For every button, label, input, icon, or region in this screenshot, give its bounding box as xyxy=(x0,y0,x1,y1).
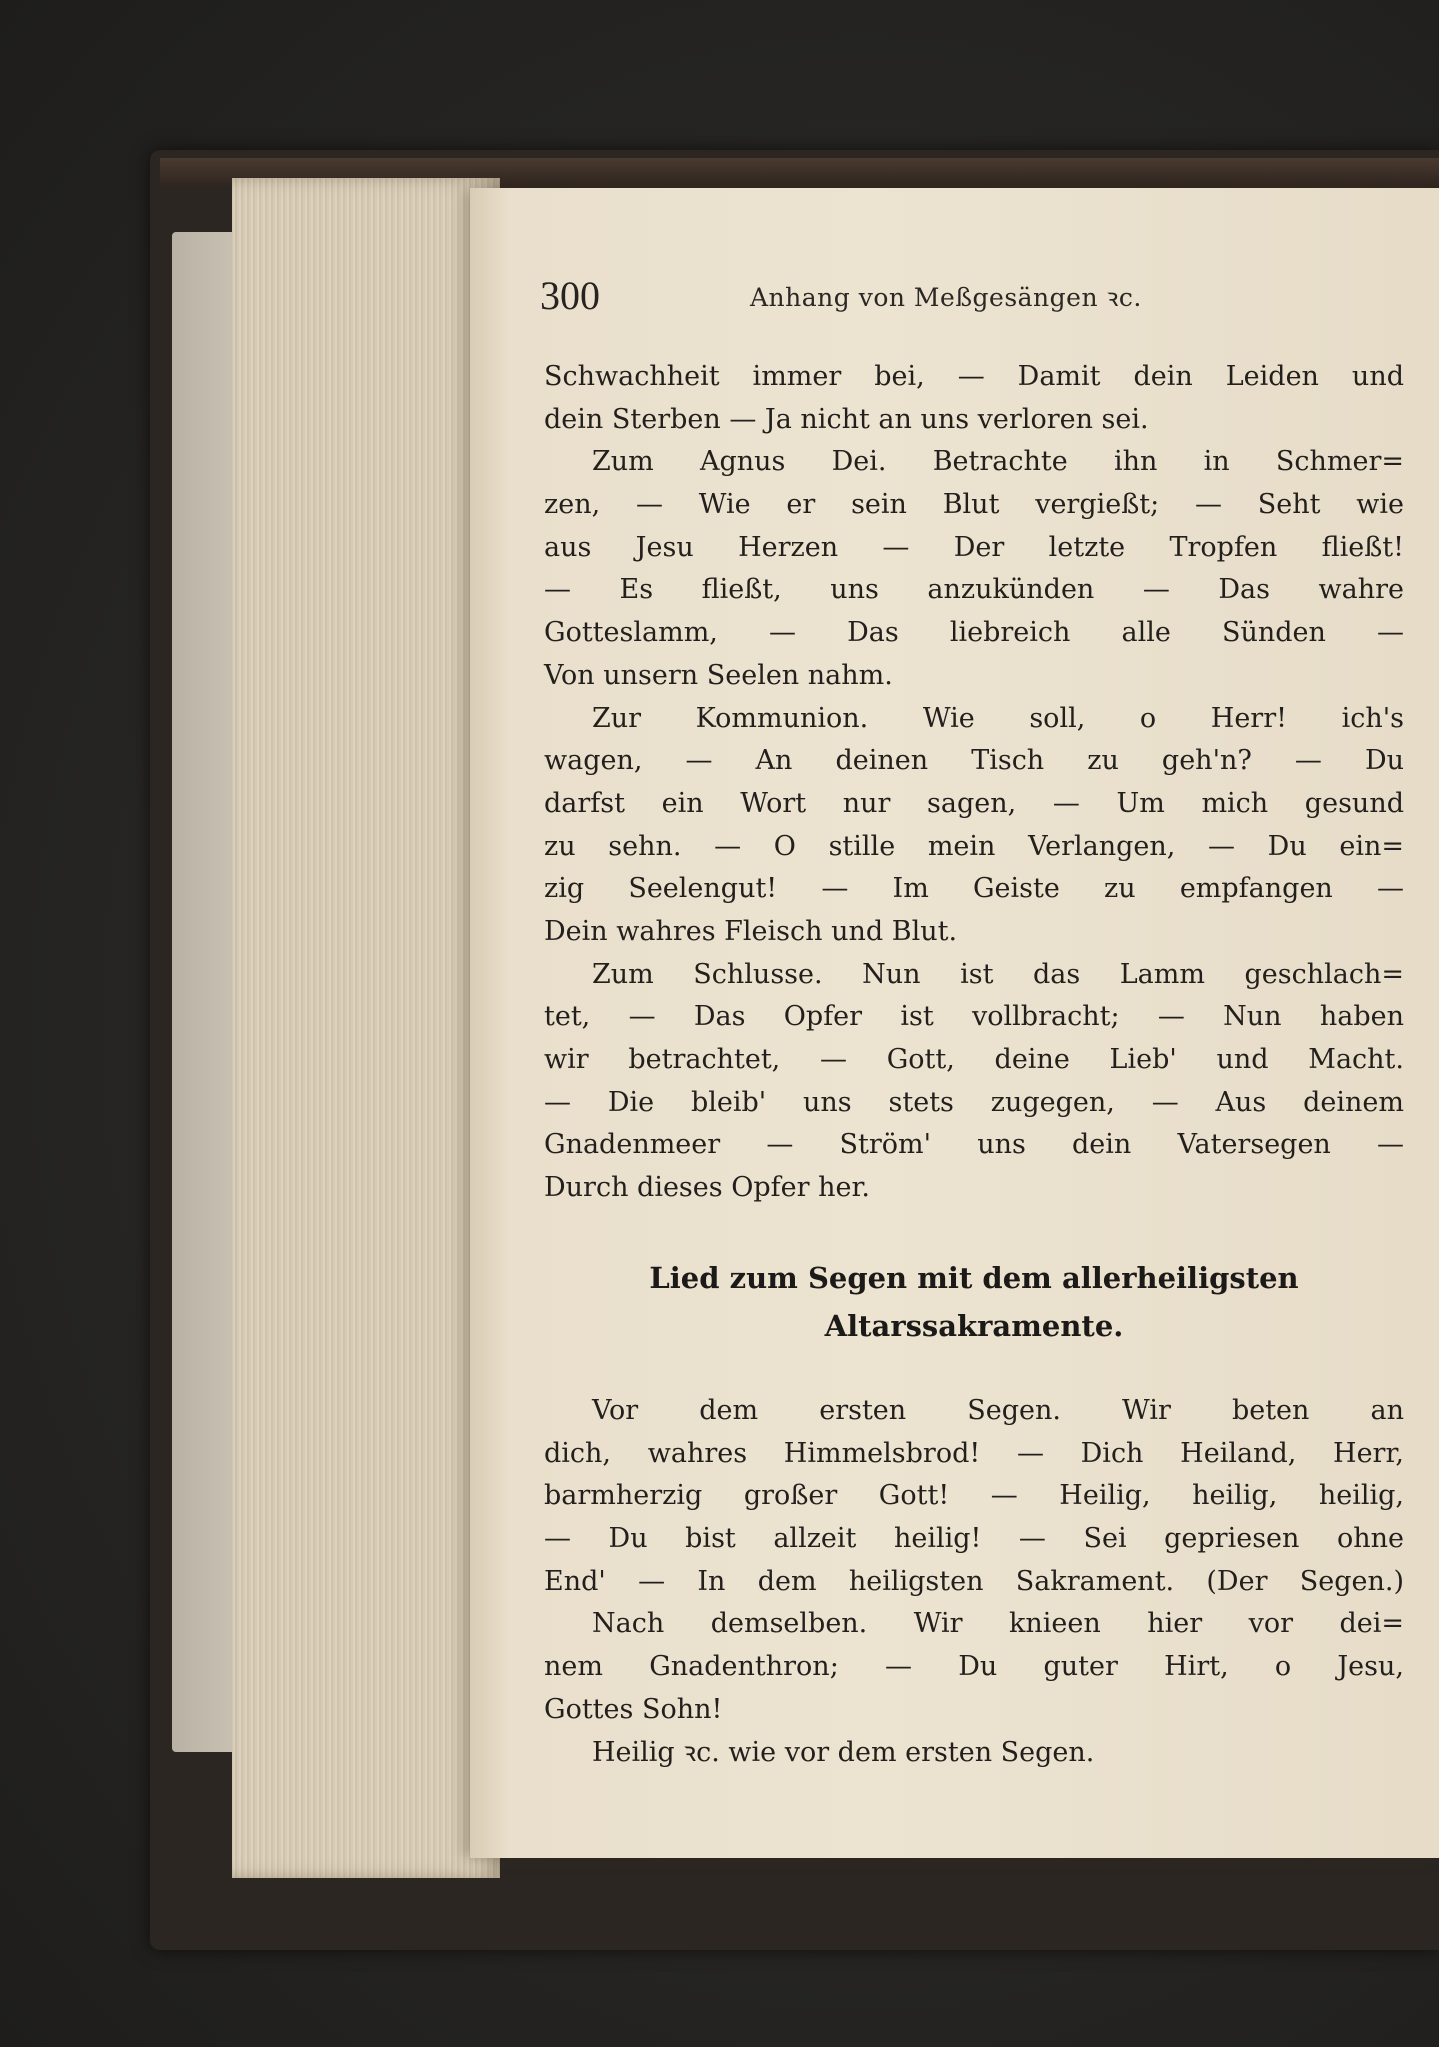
text-line: Gnadenmeer — Ström' uns dein Vatersegen — xyxy=(544,1129,1404,1161)
text-line: barmherzig großer Gott! — Heilig, heilig, heilig, xyxy=(544,1480,1404,1512)
page-header xyxy=(540,272,1410,324)
text-line: Zum Schlusse. Nun ist das Lamm geschlach= xyxy=(592,958,1404,990)
text-line: tet, — Das Opfer ist vollbracht; — Nun haben xyxy=(544,1001,1404,1033)
text-line: zig Seelengut! — Im Geiste zu empfangen — xyxy=(544,873,1404,905)
text-line: Nach demselben. Wir knieen hier vor dei= xyxy=(592,1608,1404,1640)
text-line: wagen, — An deinen Tisch zu geh'n? — Du xyxy=(544,745,1404,777)
text-line: Vor dem ersten Segen. Wir beten an xyxy=(592,1395,1404,1426)
text-line: zen, — Wie er sein Blut vergießt; — Seht wie xyxy=(544,489,1404,521)
text-line: zu sehn. — O stille mein Verlangen, — Du ein= xyxy=(544,830,1404,862)
text-line: Dein wahres Fleisch und Blut. xyxy=(544,915,958,947)
section-heading-line: Lied zum Segen mit dem allerheiligsten xyxy=(649,1261,1299,1295)
text-line: darfst ein Wort nur sagen, — Um mich gesund xyxy=(544,787,1404,819)
page-block-edges xyxy=(232,178,500,1878)
text-line: Heilig ꝛc. wie vor dem ersten Segen. xyxy=(592,1736,1095,1768)
text-line: dich, wahres Himmelsbrod! — Dich Heiland, Herr, xyxy=(544,1437,1404,1469)
body-text-section-2 xyxy=(544,1390,1404,1774)
page-number: 300 xyxy=(540,273,600,318)
body-text xyxy=(544,356,1404,1210)
text-line: Durch dieses Opfer her. xyxy=(544,1172,870,1204)
text-line: aus Jesu Herzen — Der letzte Tropfen fließt! xyxy=(544,531,1404,563)
text-line: Gotteslamm, — Das liebreich alle Sünden — xyxy=(544,617,1404,649)
text-line: End' — In dem heiligsten Sakrament. (Der Segen.) xyxy=(544,1565,1404,1597)
text-line: Gottes Sohn! xyxy=(544,1693,723,1725)
text-line: Von unsern Seelen nahm. xyxy=(544,659,893,691)
text-line: wir betrachtet, — Gott, deine Lieb' und Macht. xyxy=(544,1044,1404,1075)
section-heading-line: Altarssakramente. xyxy=(824,1309,1124,1343)
text-line: nem Gnadenthron; — Du guter Hirt, o Jesu, xyxy=(544,1651,1404,1683)
text-line: dein Sterben — Ja nicht an uns verloren sei. xyxy=(544,403,1149,435)
text-line: Schwachheit immer bei, — Damit dein Leiden und xyxy=(544,361,1404,392)
text-line: — Die bleib' uns stets zugegen, — Aus deinem xyxy=(544,1086,1404,1118)
text-line: — Du bist allzeit heilig! — Sei gepriesen ohne xyxy=(544,1523,1404,1555)
text-line: Zur Kommunion. Wie soll, o Herr! ich's xyxy=(592,702,1404,734)
text-line: Zum Agnus Dei. Betrachte ihn in Schmer= xyxy=(592,446,1404,478)
text-line: — Es fließt, uns anzukünden — Das wahre xyxy=(544,574,1404,606)
section-heading xyxy=(544,1254,1404,1350)
running-head: Anhang von Meßgesängen ꝛc. xyxy=(750,283,1142,312)
